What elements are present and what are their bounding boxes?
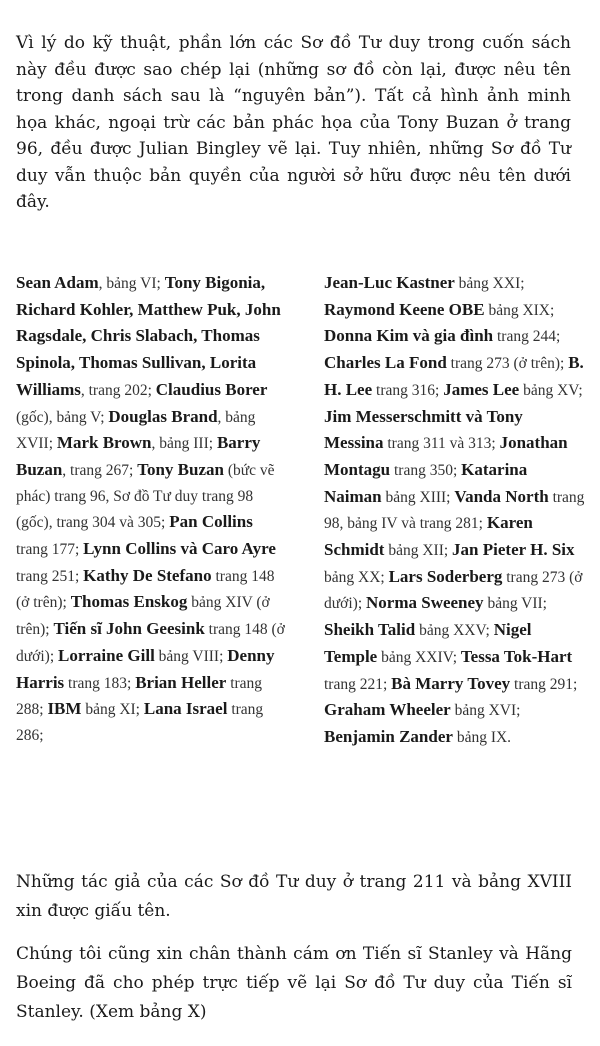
credit-ref: , trang 202; (80, 381, 156, 399)
credit-ref: bảng XXV; (415, 622, 494, 640)
credit-name: Tessa Tok-Hart (460, 646, 573, 666)
credit-name: Lynn Collins và Caro Ayre (83, 539, 276, 559)
credit-name: Mark Brown (56, 433, 152, 453)
credit-ref: trang 244; (493, 328, 561, 346)
credit-ref: trang 98, bảng IV và trang 281; (324, 488, 585, 533)
credit-name: Lars Soderberg (388, 566, 503, 586)
credit-name: Tiến sĩ John Geesink (53, 619, 205, 639)
credit-ref: bảng XIII; (381, 488, 455, 506)
credit-ref: trang 350; (390, 461, 462, 479)
credit-ref: trang 148 (ở trên); (16, 567, 275, 612)
credit-ref: (bức vẽ phác) trang 96, Sơ đồ Tư duy trang 98 (gốc), trang 304 và 305; (16, 461, 275, 532)
credit-name: Jan Pieter H. Six (452, 540, 575, 560)
credit-ref: , trang 267; (62, 461, 138, 479)
credit-name: Jonathan Montagu (324, 433, 568, 479)
credit-name: IBM (47, 699, 82, 719)
credit-ref: trang 251; (16, 567, 84, 585)
credit-ref: bảng XXIV; (377, 648, 461, 666)
credit-name: Sean Adam (16, 273, 99, 292)
credit-ref: , bảng III; (151, 435, 217, 453)
credit-name: Lana Israel (143, 699, 228, 719)
credit-ref: bảng XII; (384, 542, 453, 560)
credits-column-left (16, 270, 288, 751)
credit-ref: bảng XI; (81, 701, 144, 719)
credit-ref: trang 273 (ở dưới); (324, 568, 583, 613)
credit-ref: bảng XVI; (450, 702, 521, 720)
intro-paragraph: Vì lý do kỹ thuật, phần lớn các Sơ đồ Tư duy trong cuốn sách này đều được sao chép lại (những sơ đồ còn lại, được nêu tên trong danh sách sau là “nguyên bản”). Tất cả hình ảnh minh họa khác, ngoại trừ các bản phác họa của Tony Buzan ở trang 96, đều được Julian Bingley vẽ lại. Tuy nhiên, những Sơ đồ Tư duy vẫn thuộc bản quyền của người sở hữu được nêu tên dưới đây. (16, 33, 571, 212)
credit-name: Karen Schmidt (324, 513, 533, 560)
credit-ref: trang 177; (16, 541, 84, 559)
credit-name: Katarina Naiman (324, 459, 528, 506)
credit-name: Claudius Borer (155, 379, 268, 399)
credit-ref: trang 316; (372, 381, 444, 399)
credit-ref: , bảng VI; (98, 275, 165, 292)
credit-name: Benjamin Zander (324, 726, 453, 746)
credit-name: Kathy De Stefano (83, 565, 212, 585)
credit-name: Nigel Temple (324, 620, 532, 666)
credit-name: Lorraine Gill (58, 645, 155, 665)
credit-name: Norma Sweeney (366, 593, 484, 613)
credit-name: Bà Marry Tovey (391, 673, 511, 693)
credits-column-right (324, 270, 586, 751)
credit-ref: trang 221; (324, 675, 392, 693)
credit-name: Tony Buzan (137, 459, 224, 479)
credit-ref: trang 183; (64, 674, 136, 692)
credit-ref: , bảng XVII; (16, 408, 256, 453)
credit-ref: bảng VIII; (154, 647, 228, 665)
credit-ref: trang 273 (ở trên); (446, 355, 569, 373)
credit-ref: (gốc), bảng V; (16, 408, 109, 426)
credit-name: Pan Collins (169, 512, 253, 532)
credit-name: Graham Wheeler (324, 700, 451, 720)
credit-name: Tony Bigonia, Richard Kohler, Matthew Puk, John Ragsdale, Chris Slabach, Thomas Spinola, Thomas Sullivan, Lorita Williams (16, 273, 281, 399)
credits-list (16, 270, 586, 751)
credit-name: Jim Messerschmitt và Tony Messina (324, 406, 523, 453)
credit-name: James Lee (443, 379, 520, 399)
anonymous-authors-note: Những tác giả của các Sơ đồ Tư duy ở trang 211 và bảng XVIII xin được giấu tên. (16, 872, 572, 921)
credit-name: Thomas Enskog (70, 592, 188, 612)
credit-name: Donna Kim và gia đình (324, 326, 494, 346)
credit-name: Vanda North (454, 486, 549, 506)
credit-name: B. H. Lee (324, 353, 584, 399)
credit-name: Jean-Luc Kastner (324, 273, 455, 292)
credit-ref: trang 291; (510, 675, 578, 693)
credit-name: Douglas Brand (108, 406, 218, 426)
credit-name: Raymond Keene OBE (324, 299, 485, 319)
acknowledgement-paragraph: Chúng tôi cũng xin chân thành cám ơn Tiến sĩ Stanley và Hãng Boeing đã cho phép trực tiếp vẽ lại Sơ đồ Tư duy của Tiến sĩ Stanley. (Xem bảng X) (16, 944, 572, 1022)
credit-ref: bảng XXI; (454, 275, 525, 292)
credit-ref: bảng XV; (519, 381, 583, 399)
credit-name: Barry Buzan (16, 433, 261, 479)
credit-name: Denny Harris (16, 645, 275, 692)
credit-name: Charles La Fond (324, 353, 447, 373)
credit-ref: trang 148 (ở dưới); (16, 621, 285, 665)
credit-name: Sheikh Talid (324, 620, 416, 640)
credit-ref: trang 311 và 313; (383, 435, 500, 453)
credit-ref: bảng XIX; (484, 301, 555, 319)
credit-ref: bảng XX; (324, 568, 389, 586)
credit-ref: bảng IX. (452, 728, 512, 746)
credit-name: Brian Heller (135, 672, 227, 692)
credit-ref: trang 286; (16, 701, 264, 744)
credit-ref: bảng VII; (483, 595, 547, 613)
credit-ref: bảng XIV (ở trên); (16, 594, 270, 639)
credit-ref: trang 288; (16, 674, 263, 719)
